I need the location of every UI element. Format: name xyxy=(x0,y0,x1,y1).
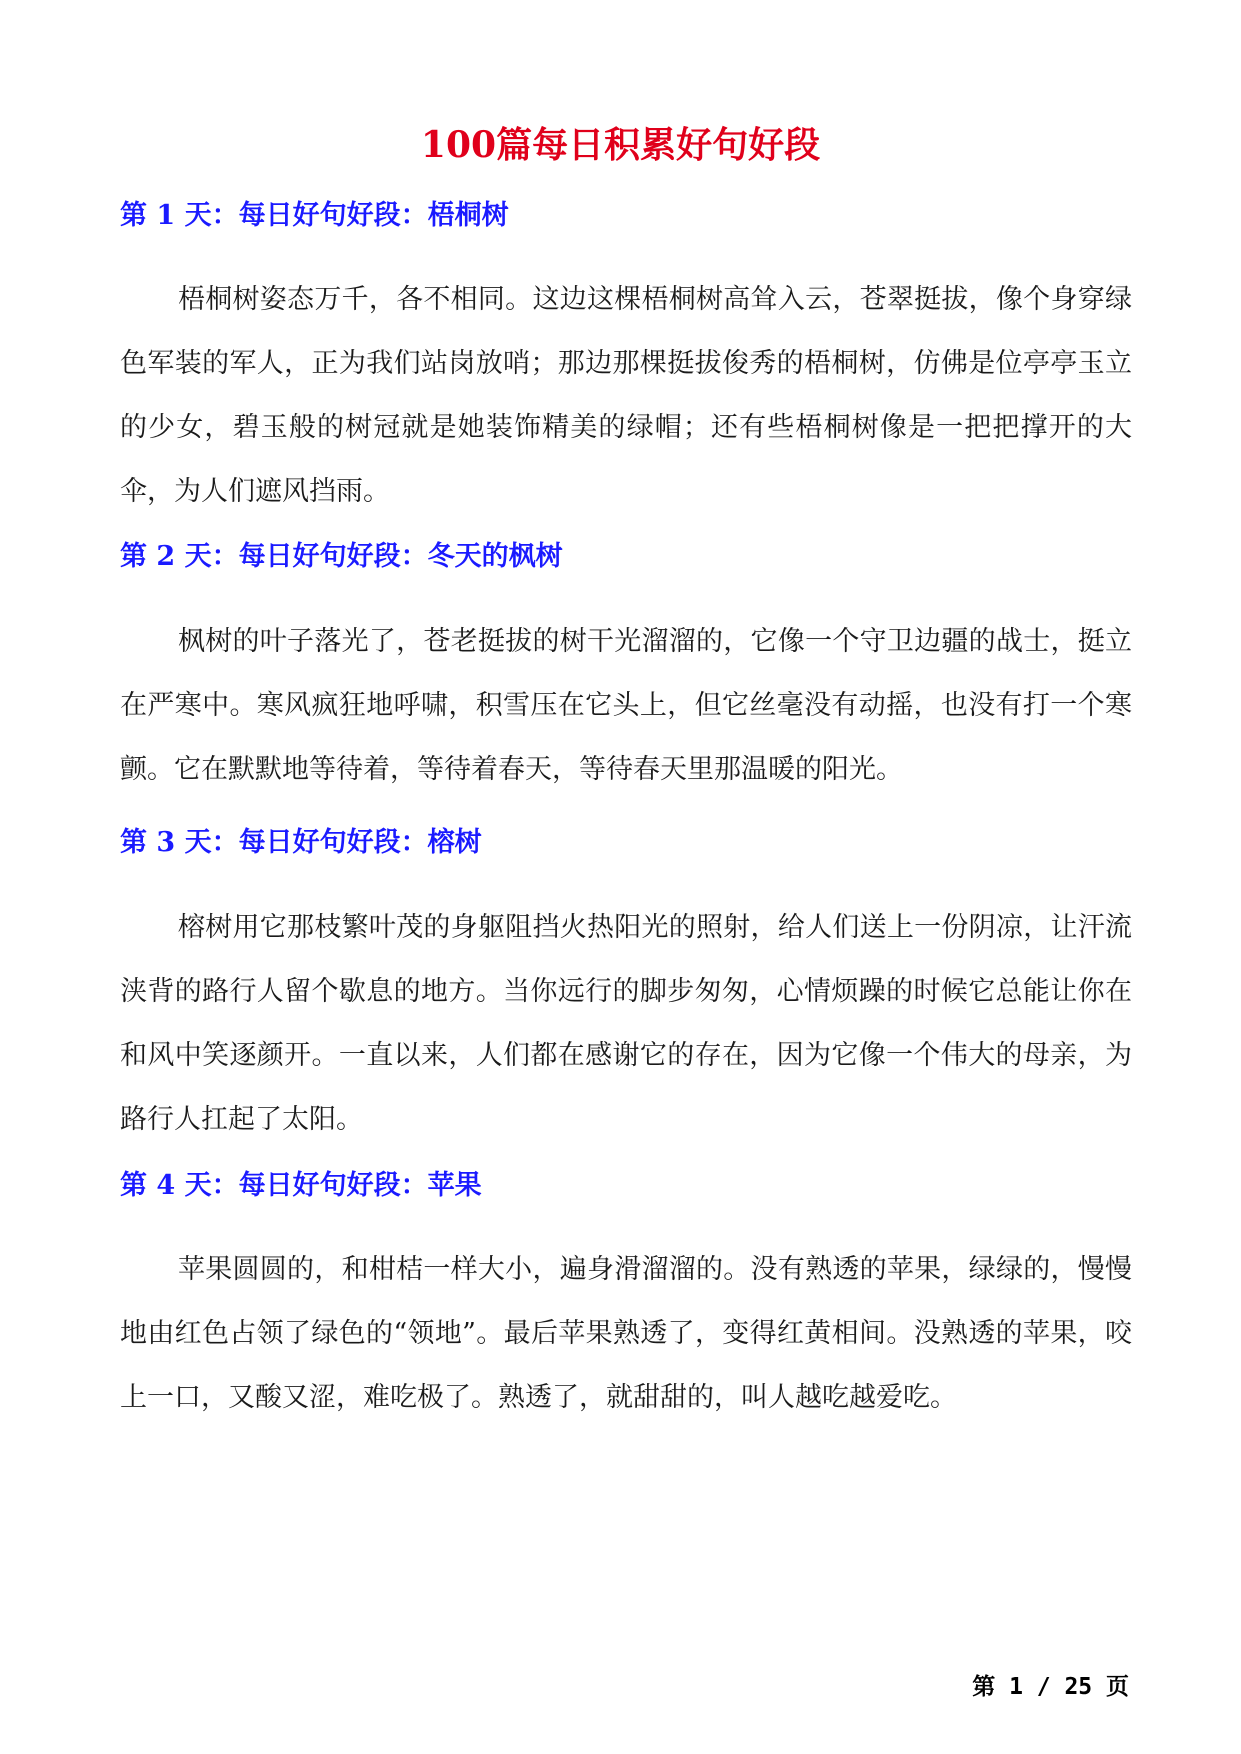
section-paragraph-day-3: 榕树用它那枝繁叶茂的身躯阻挡火热阳光的照射，给人们送上一份阴凉，让汗流浃背的路行人留个歇息的地方。当你远行的脚步匆匆，心情烦躁的时候它总能让你在和风中笑逐颜开。一直以来，人们都在感谢它的存在，因为它像一个伟大的母亲，为路行人扛起了太阳。 xyxy=(120,912,1132,1135)
section-heading-day-4: 第 4 天：每日好句好段：苹果 xyxy=(120,1170,482,1201)
section-paragraph-day-2: 枫树的叶子落光了，苍老挺拔的树干光溜溜的，它像一个守卫边疆的战士，挺立在严寒中。寒风疯狂地呼啸，积雪压在它头上，但它丝毫没有动摇，也没有打一个寒颤。它在默默地等待着，等待着春天，等待春天里那温暖的阳光。 xyxy=(120,626,1132,785)
section-heading-day-2: 第 2 天：每日好句好段：冬天的枫树 xyxy=(120,541,563,572)
page-number: 第 1 / 25 页 xyxy=(972,1674,1129,1700)
section-paragraph-day-4: 苹果圆圆的，和柑桔一样大小，遍身滑溜溜的。没有熟透的苹果，绿绿的，慢慢地由红色占领了绿色的“领地”。最后苹果熟透了，变得红黄相间。没熟透的苹果，咬上一口，又酸又涩，难吃极了。熟透了，就甜甜的，叫人越吃越爱吃。 xyxy=(120,1254,1132,1413)
section-heading-day-1: 第 1 天：每日好句好段：梧桐树 xyxy=(120,200,509,231)
section-paragraph-day-1: 梧桐树姿态万千，各不相同。这边这棵梧桐树高耸入云，苍翠挺拔，像个身穿绿色军装的军人，正为我们站岗放哨；那边那棵挺拔俊秀的梧桐树，仿佛是位亭亭玉立的少女，碧玉般的树冠就是她装饰精美的绿帽；还有些梧桐树像是一把把撑开的大伞，为人们遮风挡雨。 xyxy=(120,284,1132,507)
section-heading-day-3: 第 3 天：每日好句好段：榕树 xyxy=(120,827,482,858)
document-title: 100篇每日积累好句好段 xyxy=(420,124,821,166)
